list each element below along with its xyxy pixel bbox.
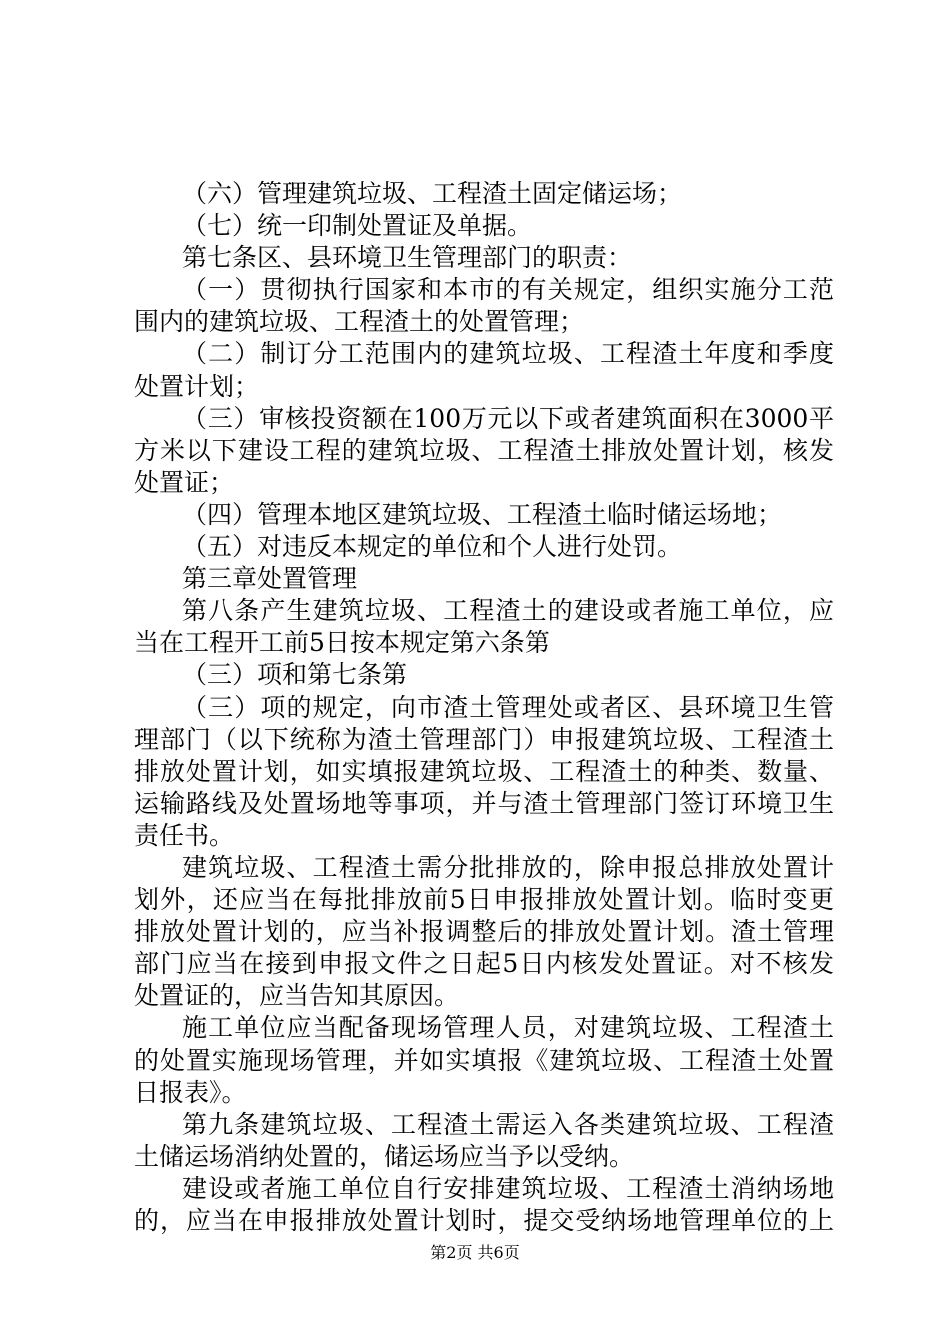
paragraph-line: 处置证；: [134, 467, 235, 497]
paragraph-line: 理部门（以下统称为渣土管理部门）申报建筑垃圾、工程渣土: [134, 724, 834, 754]
document-body: [134, 178, 834, 1237]
paragraph-line: 排放处置计划的，应当补报调整后的排放处置计划。渣土管理: [134, 917, 834, 947]
paragraph-line: 责任书。: [134, 820, 235, 850]
paragraph-line: （五）对违反本规定的单位和个人进行处罚。: [182, 532, 683, 562]
paragraph-line: （三）项的规定，向市渣土管理处或者区、县环境卫生管: [182, 692, 834, 722]
paragraph-line: 划外，还应当在每批排放前5日申报排放处置计划。临时变更: [134, 885, 834, 915]
paragraph-line: 处置证的，应当告知其原因。: [134, 981, 460, 1011]
paragraph-line: 方米以下建设工程的建筑垃圾、工程渣土排放处置计划，核发: [134, 435, 834, 465]
paragraph-line: 运输路线及处置场地等事项，并与渣土管理部门签订环境卫生: [134, 788, 834, 818]
paragraph-line: 围内的建筑垃圾、工程渣土的处置管理；: [134, 307, 585, 337]
paragraph-line: 的，应当在申报排放处置计划时，提交受纳场地管理单位的上: [134, 1206, 834, 1235]
paragraph-line: 第八条产生建筑垃圾、工程渣土的建设或者施工单位，应: [182, 596, 834, 626]
page-number: 第2页 共6页: [430, 1243, 520, 1262]
paragraph-line: （四）管理本地区建筑垃圾、工程渣土临时储运场地；: [182, 499, 783, 529]
paragraph-line: 建筑垃圾、工程渣土需分批排放的，除申报总排放处置计: [182, 852, 834, 882]
page-footer: [0, 1240, 950, 1263]
paragraph-line: （二）制订分工范围内的建筑垃圾、工程渣土年度和季度: [182, 339, 834, 369]
paragraph-line: （七）统一印制处置证及单据。: [182, 211, 533, 241]
paragraph-line: （三）项和第七条第: [182, 660, 408, 690]
paragraph-line: 日报表》。: [134, 1077, 247, 1107]
paragraph-line: 第三章处置管理: [182, 564, 358, 594]
paragraph-line: 排放处置计划，如实填报建筑垃圾、工程渣土的种类、数量、: [134, 756, 834, 786]
paragraph-line: 处置计划；: [134, 371, 260, 401]
paragraph-line: （六）管理建筑垃圾、工程渣土固定储运场；: [182, 179, 683, 208]
paragraph-line: 的处置实施现场管理，并如实填报《建筑垃圾、工程渣土处置: [134, 1045, 834, 1075]
paragraph-line: 第七条区、县环境卫生管理部门的职责：: [182, 243, 633, 273]
paragraph-line: （一）贯彻执行国家和本市的有关规定，组织实施分工范: [182, 275, 834, 305]
paragraph-line: 建设或者施工单位自行安排建筑垃圾、工程渣土消纳场地: [182, 1173, 834, 1203]
paragraph-line: 施工单位应当配备现场管理人员，对建筑垃圾、工程渣土: [182, 1013, 834, 1043]
paragraph-line: 部门应当在接到申报文件之日起5日内核发处置证。对不核发: [134, 949, 834, 979]
paragraph-line: 当在工程开工前5日按本规定第六条第: [134, 628, 550, 658]
paragraph-line: （三）审核投资额在100万元以下或者建筑面积在3000平: [182, 403, 834, 433]
paragraph-line: 土储运场消纳处置的，储运场应当予以受纳。: [134, 1141, 635, 1171]
paragraph-line: 第九条建筑垃圾、工程渣土需运入各类建筑垃圾、工程渣: [182, 1109, 834, 1139]
